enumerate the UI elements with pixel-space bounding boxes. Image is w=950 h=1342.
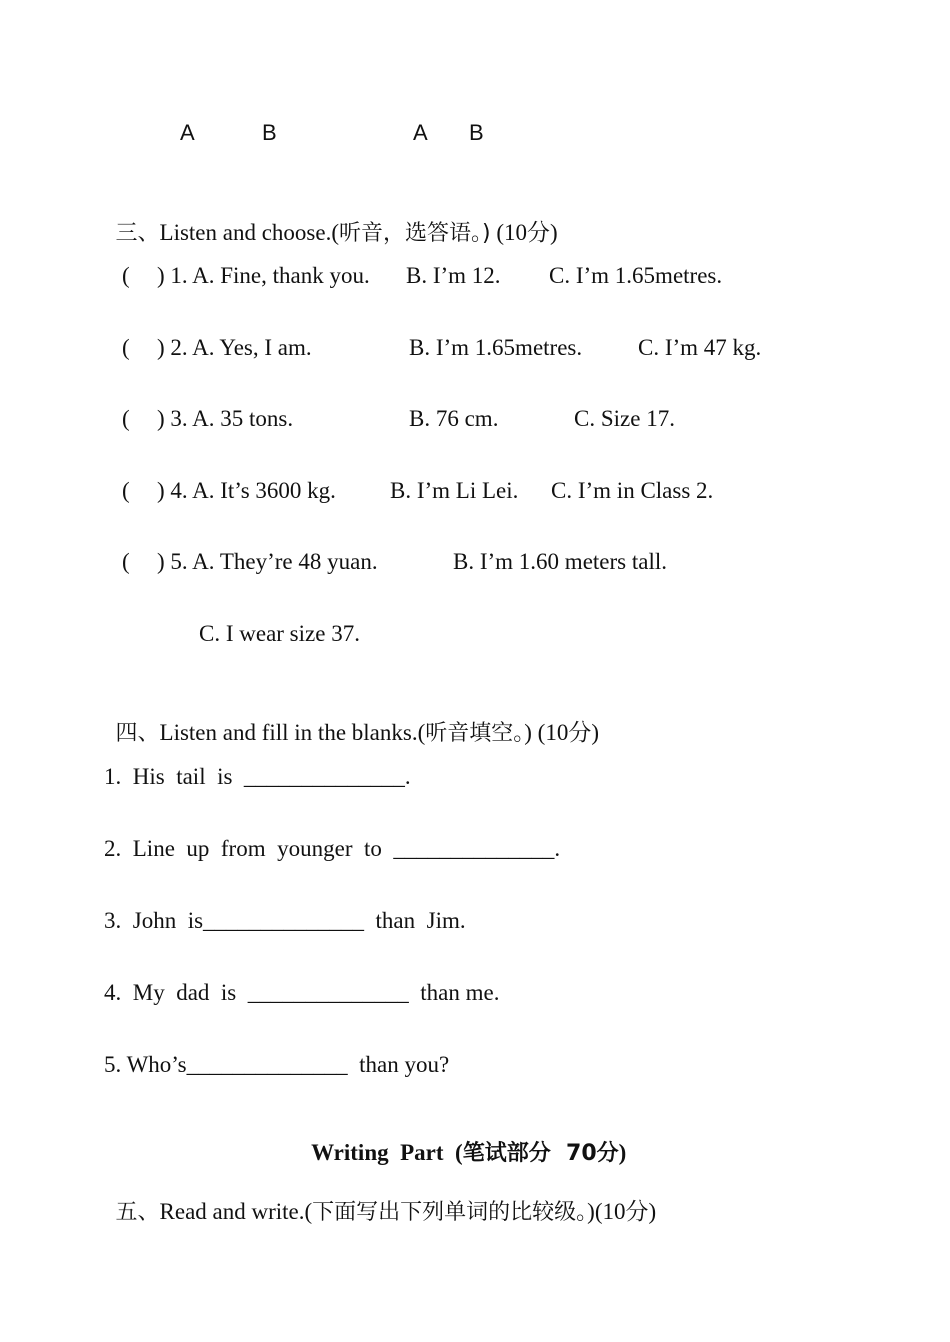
question-5-option-b: B. I’m 1.60 meters tall. — [453, 549, 667, 574]
section4-heading-score: ) (10分) — [524, 720, 599, 745]
section5-heading — [104, 1170, 656, 1227]
writing-part-en: Writing Part ( — [311, 1140, 463, 1165]
question-1-option-c: C. I’m 1.65metres. — [549, 263, 723, 288]
section5-heading-en: Read and write.( — [159, 1199, 313, 1224]
question-2-option-a: ) 2. A. Yes, I am. — [157, 335, 312, 360]
fill-blank-3[interactable]: 3. John is______________ than Jim. — [104, 908, 466, 933]
section3-heading-score: (10分) — [490, 220, 558, 245]
section4-heading-num: 四、 — [115, 721, 160, 746]
section5-heading-cn: 下面写出下列单词的比较级。 — [312, 1200, 588, 1225]
fill-blank-4[interactable]: 4. My dad is ______________ than me. — [104, 980, 500, 1005]
question-1-option-b: B. I’m 12. — [406, 263, 501, 288]
writing-part-close: ) — [618, 1140, 627, 1165]
fill-blank-1[interactable]: 1. His tail is ______________. — [104, 764, 411, 789]
writing-part-heading — [300, 1111, 626, 1168]
answer-bracket[interactable]: ( — [122, 478, 130, 503]
option-label-a-left: A — [180, 120, 195, 145]
question-4-option-b: B. I’m Li Lei. — [390, 478, 519, 503]
question-3-option-c: C. Size 17. — [574, 406, 675, 431]
question-4-option-a: ) 4. A. It’s 3600 kg. — [157, 478, 336, 503]
question-3-option-b: B. 76 cm. — [409, 406, 499, 431]
section4-heading-cn: 听音填空。 — [425, 721, 525, 746]
option-label-b-right: B — [469, 120, 484, 145]
question-5-option-a: ) 5. A. They’re 48 yuan. — [157, 549, 378, 574]
question-4-option-c: C. I’m in Class 2. — [551, 478, 714, 503]
fill-blank-5[interactable]: 5. Who’s______________ than you? — [104, 1052, 450, 1077]
question-3-option-a: ) 3. A. 35 tons. — [157, 406, 294, 431]
section3-heading — [104, 191, 558, 248]
question-2-option-b: B. I’m 1.65metres. — [409, 335, 583, 360]
section3-heading-num: 三、 — [115, 221, 160, 246]
section5-heading-score: )(10分) — [587, 1199, 657, 1224]
section3-heading-cn: 听音，选答语。) — [339, 221, 491, 246]
fill-blank-2[interactable]: 2. Line up from younger to ______________. — [104, 836, 561, 861]
option-label-b-left: B — [262, 120, 277, 145]
answer-bracket[interactable]: ( — [122, 335, 130, 360]
answer-bracket[interactable]: ( — [122, 406, 130, 431]
section4-heading-en: Listen and fill in the blanks.( — [159, 720, 426, 745]
question-1-option-a: ) 1. A. Fine, thank you. — [157, 263, 370, 288]
section5-heading-num: 五、 — [115, 1200, 160, 1225]
option-label-a-right: A — [413, 120, 428, 145]
question-2-option-c: C. I’m 47 kg. — [638, 335, 762, 360]
answer-bracket[interactable]: ( — [122, 263, 130, 288]
question-5-option-c: C. I wear size 37. — [199, 621, 360, 646]
section3-heading-en: Listen and choose.( — [159, 220, 339, 245]
writing-part-cn: 笔试部分 70分 — [462, 1141, 619, 1166]
section4-heading — [104, 691, 599, 748]
answer-bracket[interactable]: ( — [122, 549, 130, 574]
